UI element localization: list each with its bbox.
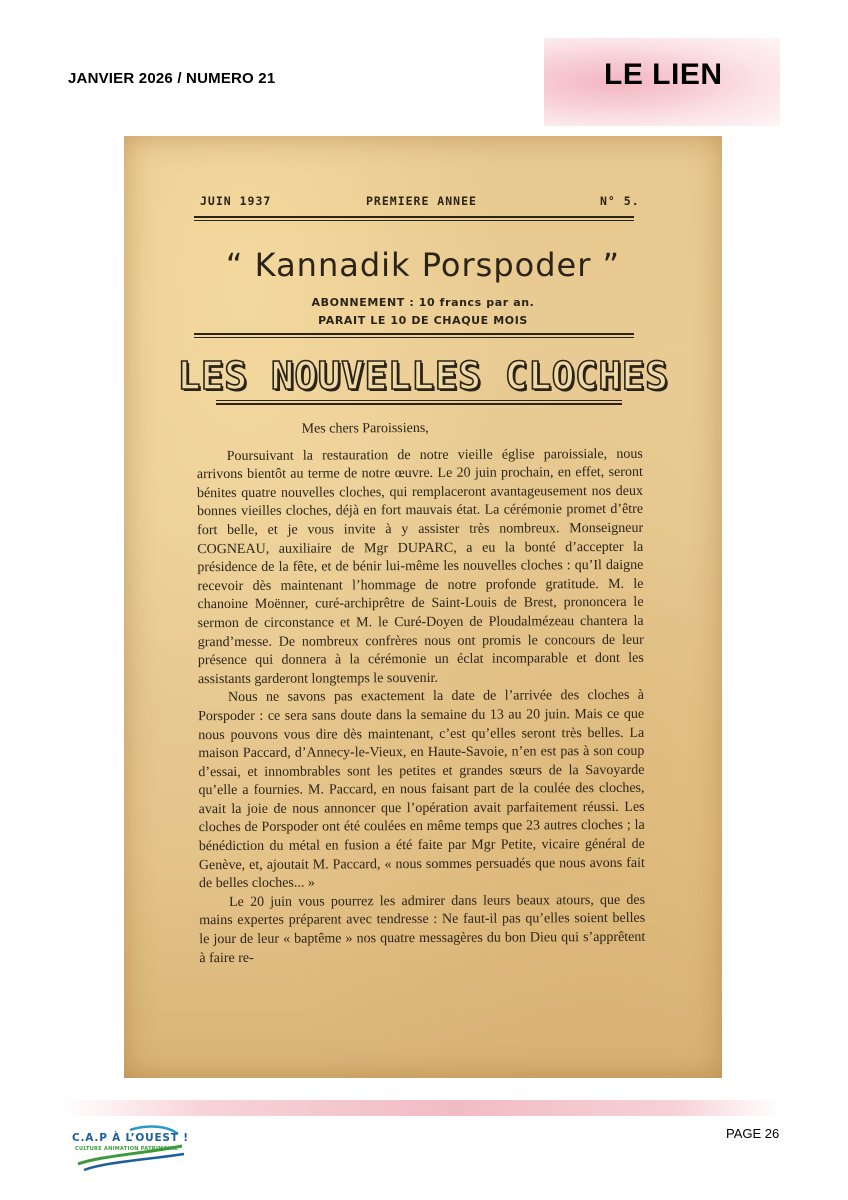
- footer-band: [60, 1100, 780, 1116]
- paragraph: Poursuivant la restauration de notre vieille église paroissiale, nous arrivons bientôt au terme de notre œuvre. Le 20 juin prochain, en effet, seront bénites quatre nouvelles cloches, qui remplaceront avantageusement nos deux bonnes vieilles cloches, déjà en fort mauvais état. La cérémonie promet d’être fort belle, et je vous invite à y assister très nombreux. Monseigneur COGNEAU, auxiliaire de Mgr DUPARC, a eu la bonté d’accepter la présidence de la fête, et de bénir lui-même les nouvelles cloches : qu’Il daigne recevoir dès maintenant l’hommage de notre profonde gratitude. M. le chanoine Moënner, curé-archiprêtre de Saint-Louis de Brest, prononcera le sermon de circonstance et M. le Curé-Doyen de Ploudalmézeau chantera la grand’messe. De nombreux confrères nous ont promis le concours de leur présence qui donnera à la cérémonie un éclat incomparable et dont les assistants garderont longtemps le souvenir.: [196, 446, 644, 687]
- publication-title: LE LIEN: [604, 58, 723, 91]
- page-number: PAGE 26: [726, 1126, 780, 1141]
- headline: LES NOUVELLES CLOCHES: [177, 354, 669, 398]
- newspaper-scan: [124, 136, 722, 1078]
- logo-text: C.A.P À L’OUEST !: [72, 1132, 189, 1144]
- paragraph: Nous ne savons pas exactement la date de l’arrivée des cloches à Porspoder : ce sera sans doute dans la semaine du 13 au 20 juin. Mais ce que nous pouvons vous dire dès maintenant, c’est qu’elles seront très belles. La maison Paccard, d’Annecy-le-Vieux, en Haute-Savoie, n’en est pas à son coup d’essai, et innombrables sont les petites et grandes sœurs de la Savoyarde qu’elle a fournies. M. Paccard, en nous faisant part de la coulée des cloches, avait la joie de nous annoncer que l’opération avait parfaitement réussi. Les cloches de Porspoder ont été coulées en même temps que 23 autres cloches ; la bénédiction du métal en fusion a été faite par Mgr Petite, vicaire général de Genève, et, ajoutait M. Paccard, « nous sommes persuadés que nous avons fait de belles cloches... »: [198, 688, 645, 892]
- issue-line: JANVIER 2026 / NUMERO 21: [68, 70, 276, 87]
- newspaper-name: “ Kannadik Porspoder ”: [225, 246, 621, 284]
- headline-rule-thick: [216, 403, 622, 405]
- top-rule: [194, 216, 634, 218]
- logo-tagline: CULTURE ANIMATION PATRIMOINE: [75, 1146, 179, 1152]
- clipping-issue-number: N° 5.: [600, 194, 640, 208]
- paragraph: Le 20 juin vous pourrez les admirer dans leurs beaux atours, que des mains expertes préparent avec tendresse : Ne faut-il pas qu’elles soient belles le jour de leur « baptême » nos quatre messagères du bon Dieu qui s’apprêtent à faire re-: [199, 892, 646, 966]
- greeting: Mes chers Paroissiens,: [301, 420, 429, 437]
- clipping-year-label: PREMIERE ANNEE: [366, 194, 477, 208]
- subscription-line: ABONNEMENT : 10 francs par an.: [311, 296, 535, 309]
- top-rule-thin: [194, 220, 634, 221]
- article-body: [197, 419, 646, 969]
- clipping-date: JUIN 1937: [200, 194, 272, 208]
- mid-rule: [194, 333, 634, 335]
- mid-rule-thin: [194, 337, 634, 338]
- headline-rule: [216, 400, 622, 401]
- schedule-line: PARAIT LE 10 DE CHAQUE MOIS: [318, 314, 528, 327]
